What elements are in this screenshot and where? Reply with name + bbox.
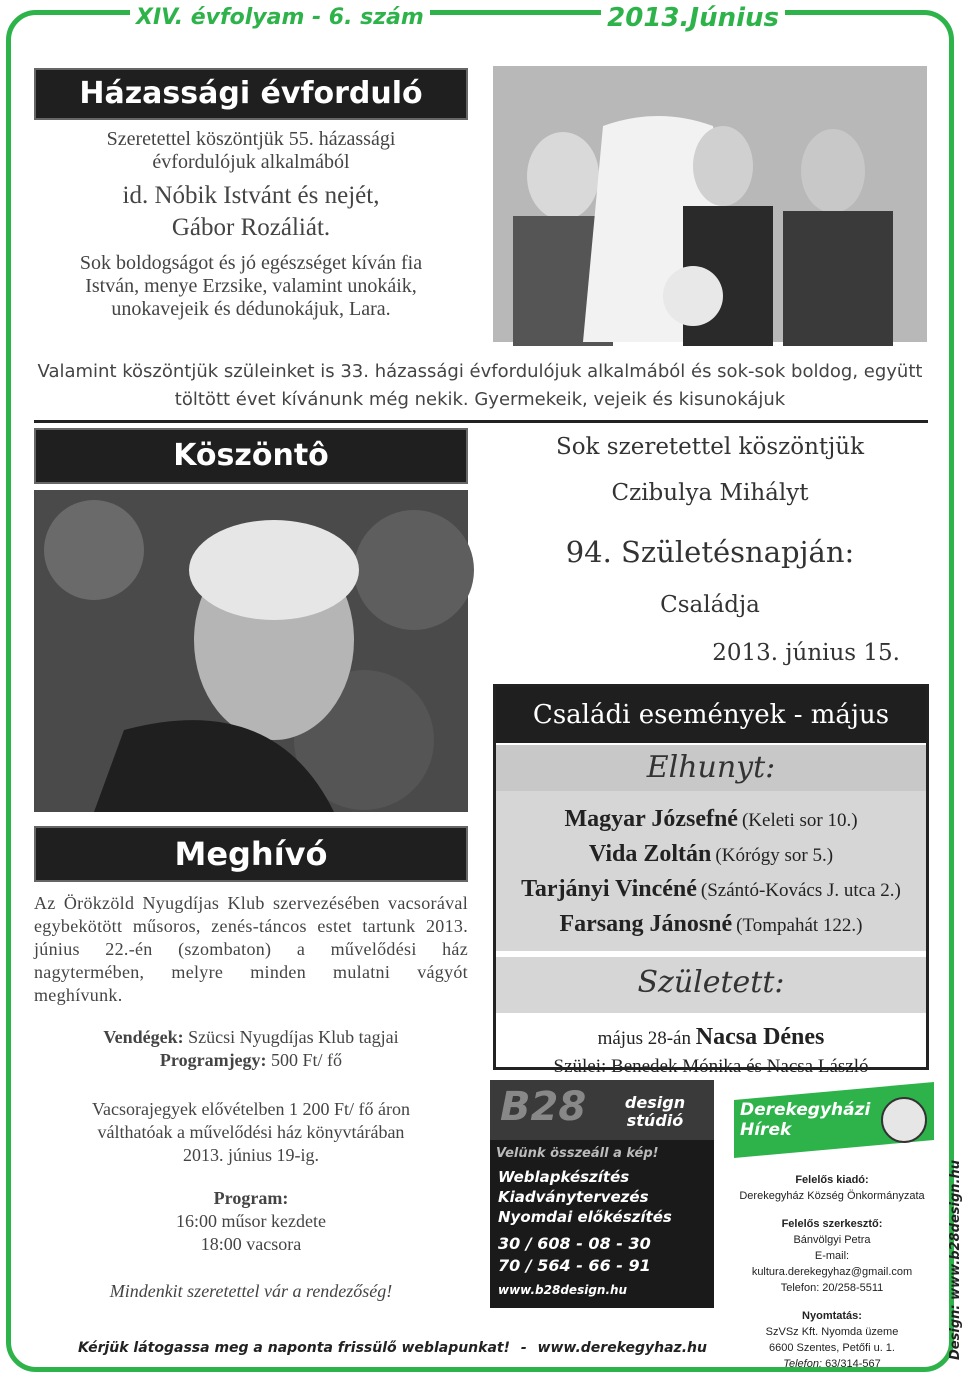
died-item xyxy=(496,908,926,943)
newspaper-logo-text: Derekegyházi Hírek xyxy=(740,1100,871,1140)
text-line: évfordulójuk alkalmából xyxy=(152,151,350,173)
died-addr: (Szántó-Kovács J. utca 2.) xyxy=(700,880,901,901)
anniversary-text xyxy=(34,128,468,321)
ad-phones xyxy=(490,1233,714,1277)
printer-phone-label: Telefon: xyxy=(783,1358,822,1370)
wedding-photo xyxy=(493,66,927,342)
died-addr: (Keleti sor 10.) xyxy=(741,810,858,831)
ad-logo: B28 xyxy=(500,1084,587,1130)
printer-label: Nyomtatás: xyxy=(802,1310,862,1322)
died-name: Vida Zoltán xyxy=(588,841,712,867)
phone: Telefon: 20/258-5511 xyxy=(780,1282,884,1294)
text-line: Czibulya Mihályt xyxy=(611,480,809,506)
died-item xyxy=(496,873,926,908)
ad-service: Kiadványtervezés xyxy=(498,1188,649,1206)
text-line: 16:00 műsor kezdete xyxy=(176,1211,326,1231)
portrait-photo xyxy=(34,490,468,812)
greeting-title: Köszöntô xyxy=(34,428,468,484)
died-label: Elhunyt: xyxy=(496,745,926,791)
ad-logo-area xyxy=(490,1080,714,1140)
email: E-mail: kultura.derekegyhaz@gmail.com xyxy=(751,1250,913,1278)
born-date: május 28-án xyxy=(597,1028,691,1049)
program-label: Program: xyxy=(213,1188,289,1208)
divider xyxy=(34,420,928,423)
text-line: Gábor Rozáliát. xyxy=(171,214,331,241)
ticket-line xyxy=(34,1049,468,1072)
closing-line: Mindenkit szeretettel vár a rendezőség! xyxy=(109,1281,393,1301)
printer-phone xyxy=(736,1356,928,1372)
ad-service: Weblapkészítés xyxy=(498,1168,630,1186)
invite-title: Meghívó xyxy=(34,826,468,882)
died-addr: (Kórógy sor 5.) xyxy=(715,845,834,866)
printer-address: 6600 Szentes, Petőfi u. 1. xyxy=(769,1342,895,1354)
died-item xyxy=(496,803,926,838)
ad-phone: 30 / 608 - 08 - 30 xyxy=(498,1234,651,1253)
publisher: Derekegyház Község Önkormányzata xyxy=(739,1190,925,1202)
guests-label: Vendégek: xyxy=(103,1027,184,1047)
ad-website: www.b28design.hu xyxy=(498,1283,628,1297)
text-line: Valamint köszöntjük szüleinket is 33. házassági évfordulójuk alkalmából és sok-sok boldog, együtt xyxy=(37,361,923,382)
ticket-label: Programjegy: xyxy=(159,1050,267,1070)
died-list xyxy=(496,791,926,951)
text-line: 2013. június 19-ig. xyxy=(182,1145,319,1165)
design-credit: Design: www.b28design.hu xyxy=(948,1160,963,1360)
footer-separator: - xyxy=(520,1340,527,1356)
text-line: Vacsorajegyek elővételben 1 200 Ft/ fő áron xyxy=(92,1099,410,1119)
text-line: id. Nóbik Istvánt és nejét, xyxy=(122,182,380,209)
text-line: töltött évet kívánunk még nekik. Gyermekeik, vejeik és kisunokájuk xyxy=(174,389,786,410)
died-name: Tarjányi Vincéné xyxy=(521,876,697,902)
died-addr: (Tompahát 122.) xyxy=(736,915,863,936)
ticket-value: 500 Ft/ fő xyxy=(271,1050,343,1070)
ad-service: Nyomdai előkészítés xyxy=(498,1208,672,1226)
anniversary-extra xyxy=(20,358,940,414)
newspaper-logo xyxy=(734,1082,934,1158)
text-line: 2013. június 15. xyxy=(712,640,900,666)
printer: SzVSz Kft. Nyomda üzeme xyxy=(765,1326,899,1338)
footer xyxy=(78,1340,718,1364)
born-name: Nacsa Dénes xyxy=(695,1024,825,1050)
publisher-label: Felelős kiadó: xyxy=(795,1174,869,1186)
invite-body: Az Örökzöld Nyugdíjas Klub szervezésében vacsorával egybekötött műsoros, zenés-táncos estet tartunk 2013. június 22.-én (szombaton) a művelődési ház nagytermében, melyre minden mulatni vágyót meghívunk. xyxy=(34,893,468,1005)
footer-text: Kérjük látogassa meg a naponta frissülő weblapunkat! xyxy=(78,1340,510,1356)
ad-tagline: Velünk összeáll a kép! xyxy=(496,1146,659,1161)
events-title: Családi események - május xyxy=(496,687,926,743)
guests-value: Szücsi Nyugdíjas Klub tagjai xyxy=(188,1027,399,1047)
text-line: válthatóak a művelődési ház könyvtárában xyxy=(97,1122,405,1142)
ad-logo-sub: design stúdió xyxy=(624,1093,686,1130)
ad-services xyxy=(490,1167,714,1227)
text-line: 18:00 vacsora xyxy=(200,1234,302,1254)
text-line: István, menye Erzsike, valamint unokáik, xyxy=(85,275,417,297)
editor-label: Felelős szerkesztő: xyxy=(781,1218,883,1230)
born-line xyxy=(496,1023,926,1053)
anniversary-title: Házassági évforduló xyxy=(34,68,468,120)
text-line: Sok boldogságot és jó egészséget kíván fia xyxy=(79,252,423,274)
invite-details xyxy=(34,1026,468,1303)
greeting-text xyxy=(520,432,900,668)
text-line: Családja xyxy=(660,592,760,618)
text-line: Sok szeretettel köszöntjük xyxy=(555,434,865,460)
events-box xyxy=(493,684,929,1077)
imprint-block xyxy=(736,1172,928,1372)
born-label: Született: xyxy=(496,957,926,1013)
printer-phone-value: 63/314-567 xyxy=(825,1358,881,1370)
design-studio-ad xyxy=(490,1080,714,1308)
died-name: Magyar Józsefné xyxy=(564,806,738,832)
parents-line: Szülei: Benedek Mónika és Nacsa László xyxy=(553,1056,869,1077)
text-line: unokavejeik és dédunokájuk, Lara. xyxy=(111,298,391,320)
died-item xyxy=(496,838,926,873)
ad-phone: 70 / 564 - 66 - 91 xyxy=(498,1256,651,1275)
died-name: Farsang Jánosné xyxy=(559,911,733,937)
volume-label: XIV. évfolyam - 6. szám xyxy=(130,0,430,38)
text-line: 94. Születésnapján: xyxy=(565,535,855,569)
guests-line xyxy=(34,1026,468,1049)
editor: Bánvölgyi Petra xyxy=(793,1234,871,1246)
text-line: Szeretettel köszöntjük 55. házassági xyxy=(106,128,396,150)
issue-date: 2013.Június xyxy=(601,0,785,38)
footer-url[interactable]: www.derekegyhaz.hu xyxy=(537,1340,707,1356)
